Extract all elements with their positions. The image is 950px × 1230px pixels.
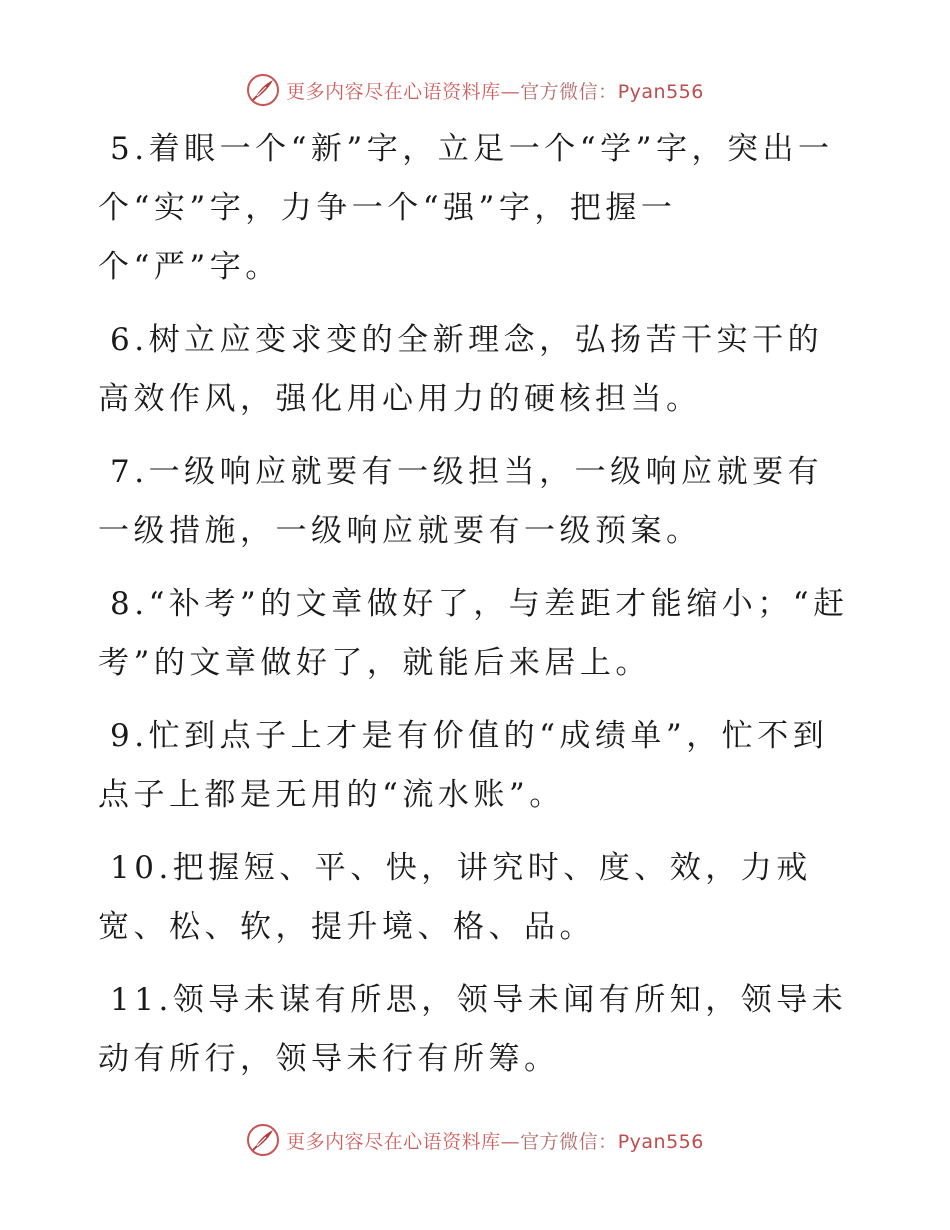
header-wechat-id: Pyan556	[617, 80, 704, 103]
header-wechat-label: 官方微信：	[520, 80, 618, 103]
header-banner-text	[286, 77, 704, 104]
paragraph-5: 5.着眼一个“新”字，立足一个“学”字，突出一个“实”字，力争一个“强”字，把握一个“严”字。	[98, 131, 834, 285]
document-body	[98, 120, 858, 1103]
footer-banner	[0, 1120, 950, 1160]
header-banner-title: 更多内容尽在心语资料库	[286, 80, 501, 103]
footer-banner-separator: —	[500, 1130, 521, 1153]
footer-wechat-label: 官方微信：	[520, 1130, 618, 1153]
feather-pen-logo-icon	[246, 1123, 280, 1157]
footer-wechat-id: Pyan556	[617, 1130, 704, 1153]
footer-banner-title: 更多内容尽在心语资料库	[286, 1130, 501, 1153]
paragraph-7: 7.一级响应就要有一级担当，一级响应就要有一级措施，一级响应就要有一级预案。	[98, 454, 824, 549]
paragraph-10: 10.把握短、平、快，讲究时、度、效，力戒宽、松、软，提升境、格、品。	[98, 850, 812, 945]
header-banner-separator: —	[500, 80, 521, 103]
footer-banner-text	[286, 1127, 704, 1154]
feather-pen-logo-icon	[246, 73, 280, 107]
paragraph-8: 8.“补考”的文章做好了，与差距才能缩小；“赶考”的文章做好了，就能后来居上。	[98, 586, 849, 681]
paragraph-9: 9.忙到点子上才是有价值的“成绩单”，忙不到点子上都是无用的“流水账”。	[98, 718, 829, 813]
paragraph-6: 6.树立应变求变的全新理念，弘扬苦干实干的高效作风，强化用心用力的硬核担当。	[98, 322, 824, 417]
header-banner	[0, 70, 950, 110]
paragraph-11: 11.领导未谋有所思，领导未闻有所知，领导未动有所行，领导未行有所筹。	[98, 982, 848, 1077]
